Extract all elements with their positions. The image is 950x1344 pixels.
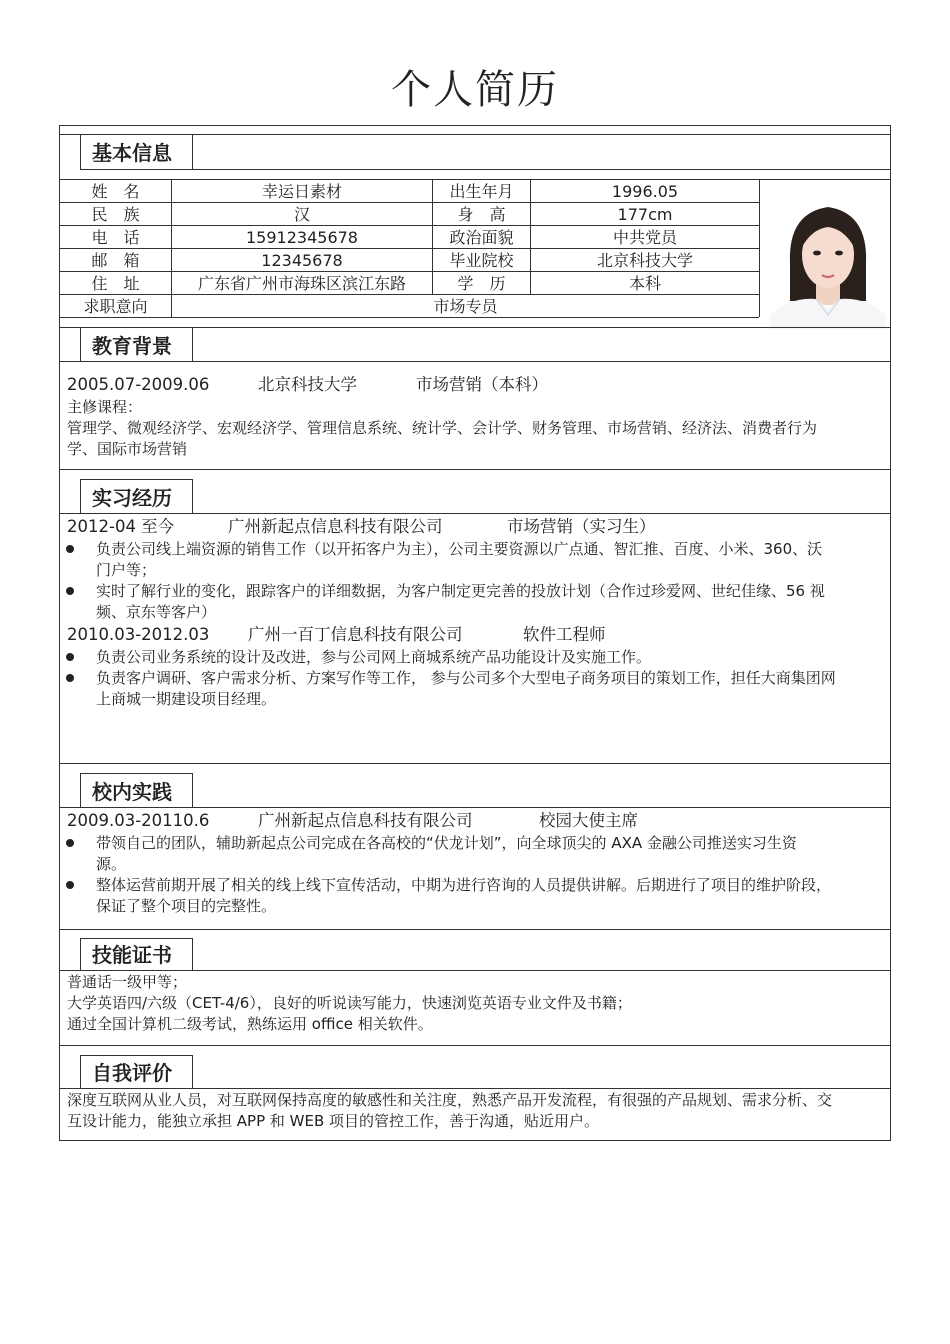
skill-line: 大学英语四/六级（CET-4/6），良好的听说读写能力，快速浏览英语专业文件及书籍； [67,994,632,1012]
value-politics: 中共党员 [612,228,677,247]
list-item: 负责客户调研、客户需求分析、方案写作等工作， 参与公司多个大型电子商务项目的策划工作，担任大商集团网 上商城一期建设项目经理。 [66,668,886,710]
bullet-icon [66,545,74,553]
value-birth: 1996.05 [611,182,679,201]
job-role: 市场营销（实习生） [507,517,656,536]
divider [80,169,891,170]
bullet-icon [66,653,74,661]
label-phone: 电 话 [91,228,140,247]
divider [59,929,891,930]
divider [59,513,891,514]
profile-photo [770,183,886,329]
bullet-icon [66,674,74,682]
education-major: 市场营销（本科） [416,375,548,394]
value-address: 广东省广州市海珠区滨江东路 [197,274,406,293]
job-company: 广州一百丁信息科技有限公司 [248,625,463,644]
self-eval-line: 深度互联网从业人员，对互联网保持高度的敏感性和关注度，熟悉产品开发流程，有很强的产品规划、需求分析、交 [67,1091,833,1109]
label-degree: 学 历 [457,274,506,293]
campus-period: 2009.03-20110.6 [67,811,210,830]
section-title-education: 教育背景 [92,334,172,358]
section-title-self: 自我评价 [92,1061,172,1085]
job-company: 广州新起点信息科技有限公司 [228,517,443,536]
section-title-basic: 基本信息 [92,141,172,165]
divider [59,1088,891,1089]
campus-company: 广州新起点信息科技有限公司 [258,811,473,830]
courses-line: 管理学、微观经济学、宏观经济学、管理信息系统、统计学、会计学、财务管理、市场营销、经济法、消费者行为 [67,419,818,437]
bullet-icon [66,881,74,889]
value-degree: 本科 [628,274,661,293]
education-period: 2005.07-2009.06 [67,375,210,394]
value-objective: 市场专员 [433,297,498,316]
bullet-icon [66,587,74,595]
value-ethnic: 汉 [293,205,310,224]
courses-label: 主修课程： [67,398,143,416]
value-name: 幸运日素材 [261,182,342,201]
education-school: 北京科技大学 [258,375,357,394]
divider [59,970,891,971]
page-title: 个人简历 [391,67,559,113]
label-address: 住 址 [91,274,140,293]
skill-line: 通过全国计算机二级考试，熟练运用 office 相关软件。 [67,1015,433,1033]
label-objective: 求职意向 [83,297,148,316]
section-title-campus: 校内实践 [92,780,172,804]
list-item: 负责公司业务系统的设计及改进，参与公司网上商城系统产品功能设计及实施工作。 [66,647,886,668]
value-school: 北京科技大学 [596,251,693,270]
section-title-skills: 技能证书 [92,943,172,967]
value-phone: 15912345678 [246,228,358,247]
section-title-internship: 实习经历 [92,486,172,510]
self-eval-line: 互设计能力，能独立承担 APP 和 WEB 项目的管控工作，善于沟通，贴近用户。 [67,1112,600,1130]
divider [59,361,891,362]
label-name: 姓 名 [91,182,140,201]
divider [59,469,891,470]
skill-line: 普通话一级甲等； [67,973,188,991]
label-ethnic: 民 族 [91,205,140,224]
campus-role: 校园大使主席 [539,811,638,830]
divider [59,1045,891,1046]
value-height: 177cm [617,205,673,224]
divider [59,763,891,764]
courses-line: 学、国际市场营销 [67,440,188,458]
label-birth: 出生年月 [449,182,514,201]
job-role: 软件工程师 [523,625,606,644]
label-politics: 政治面貌 [449,228,514,247]
list-item: 实时了解行业的变化，跟踪客户的详细数据，为客户制定更完善的投放计划（合作过珍爱网、世纪佳缘、56 视 频、京东等客户） [66,581,886,623]
list-item: 负责公司线上端资源的销售工作（以开拓客户为主），公司主要资源以广点通、智汇推、百度、小米、360、沃 门户等； [66,539,886,581]
list-item: 带领自己的团队，辅助新起点公司完成在各高校的“伏龙计划”，向全球顶尖的 AXA 金融公司推送实习生资 源。 [66,833,886,875]
divider [59,807,891,808]
list-item: 整体运营前期开展了相关的线上线下宣传活动，中期为进行咨询的人员提供讲解。后期进行了项目的维护阶段， 保证了整个项目的完整性。 [66,875,886,917]
label-height: 身 高 [457,205,506,224]
value-email: 12345678 [261,251,343,270]
label-email: 邮 箱 [91,251,140,270]
label-school: 毕业院校 [449,251,514,270]
job-period: 2010.03-2012.03 [67,625,210,644]
bullet-icon [66,839,74,847]
job-period: 2012-04 至今 [67,517,175,536]
